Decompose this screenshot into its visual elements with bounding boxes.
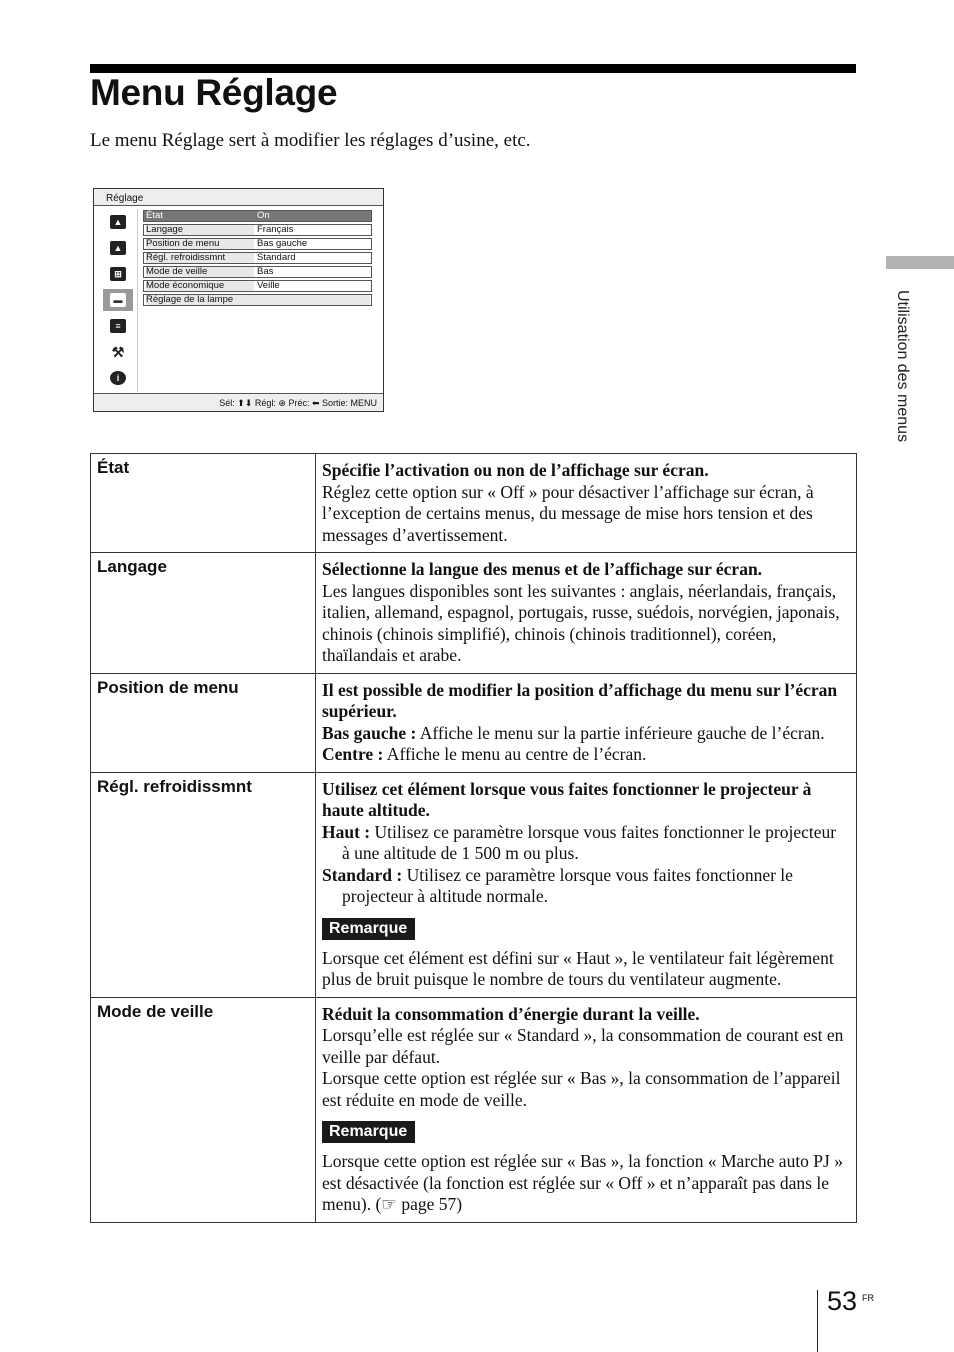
table-row bbox=[91, 673, 857, 772]
page-number: 53 bbox=[827, 1286, 858, 1316]
description-cell bbox=[316, 997, 857, 1222]
function-icon: ≡ bbox=[103, 315, 133, 337]
option-item: Standard : Utilisez ce paramètre lorsque vous faites fonctionner le projecteur à altitude normale. bbox=[322, 864, 793, 906]
osd-row-refroid: Régl. refroidissmnt Standard bbox=[143, 252, 372, 264]
settings-table bbox=[90, 453, 857, 1223]
table-row bbox=[91, 454, 857, 553]
osd-row-etat: État On bbox=[143, 210, 372, 222]
option-item: Centre : Affiche le menu au centre de l’écran. bbox=[322, 744, 647, 764]
screen-icon: ⊞ bbox=[103, 263, 133, 285]
note-text: Lorsque cette option est réglée sur « Bas », la fonction « Marche auto PJ » est désactivée (la fonction est réglée sur « Off » et n’apparaît pas dans le menu). (☞ page 57) bbox=[322, 1151, 843, 1214]
term-cell: Mode de veille bbox=[91, 997, 316, 1222]
note-badge: Remarque bbox=[322, 918, 415, 940]
term-cell: Régl. refroidissmnt bbox=[91, 772, 316, 997]
osd-title: Réglage bbox=[106, 193, 144, 204]
advanced-picture-icon: ▲ bbox=[103, 237, 133, 259]
option-item: Bas gauche : Affiche le menu sur la partie inférieure gauche de l’écran. bbox=[322, 722, 825, 743]
intro-text: Le menu Réglage sert à modifier les réglages d’usine, etc. bbox=[90, 130, 531, 151]
info-icon: i bbox=[103, 367, 133, 389]
description-cell bbox=[316, 553, 857, 674]
osd-row-eco: Mode économique Veille bbox=[143, 280, 372, 292]
description-body: Les langues disponibles sont les suivantes : anglais, néerlandais, français, italien, allemand, espagnol, portugais, russe, suédois, norvégien, japonais, chinois (chinois simplifié), chinois (chinois traditionnel), coréen, thaïlandais et arabe. bbox=[322, 580, 840, 665]
description-body: Lorsqu’elle est réglée sur « Standard », la consommation de courant est en veille par défaut. bbox=[322, 1025, 844, 1067]
description-cell bbox=[316, 673, 857, 772]
description-heading: Utilisez cet élément lorsque vous faites fonctionner le projecteur à haute altitude. bbox=[322, 778, 812, 820]
table-row bbox=[91, 553, 857, 674]
description-heading: Réduit la consommation d’énergie durant la veille. bbox=[322, 1003, 700, 1024]
osd-row-langage: Langage Français bbox=[143, 224, 372, 236]
description-heading: Spécifie l’activation ou non de l’affichage sur écran. bbox=[322, 460, 709, 480]
osd-menu-screenshot bbox=[93, 188, 384, 412]
table-row bbox=[91, 997, 857, 1222]
page-number-rule bbox=[817, 1290, 818, 1352]
description-body: Réglez cette option sur « Off » pour désactiver l’affichage sur écran, à l’exception de certains menus, du message de mise hors tension et des messages d’avertissement. bbox=[322, 481, 814, 545]
toolbox-icon: ▬ bbox=[103, 289, 133, 311]
description-cell bbox=[316, 772, 857, 997]
picture-icon: ▲ bbox=[103, 211, 133, 233]
term-cell: Position de menu bbox=[91, 673, 316, 772]
description-heading: Sélectionne la langue des menus et de l’affichage sur écran. bbox=[322, 559, 763, 579]
table-row bbox=[91, 772, 857, 997]
section-tab-label: Utilisation des menus bbox=[894, 290, 911, 443]
term-cell: État bbox=[91, 454, 316, 553]
wrench-icon: ⚒ bbox=[111, 344, 125, 360]
note-text: Lorsque cet élément est défini sur « Haut », le ventilateur fait légèrement plus de bruit puisque le nombre de tours du ventilateur augmente. bbox=[322, 947, 834, 989]
osd-icon-column bbox=[97, 209, 138, 392]
osd-row-lampe: Réglage de la lampe bbox=[143, 294, 372, 306]
option-item: Haut : Utilisez ce paramètre lorsque vous faites fonctionner le projecteur à une altitude de 1 500 m ou plus. bbox=[322, 821, 837, 863]
term-cell: Langage bbox=[91, 553, 316, 674]
description-heading: Il est possible de modifier la position d’affichage du menu sur l’écran supérieur. bbox=[322, 679, 838, 721]
osd-row-veille: Mode de veille Bas bbox=[143, 266, 372, 278]
description-cell bbox=[316, 454, 857, 553]
osd-footer: Sél: ⬆⬇ Régl: ⊕ Préc: ⬅ Sortie: MENU bbox=[94, 393, 383, 411]
description-body: Lorsque cette option est réglée sur « Bas », la consommation de l’appareil est réduite en mode de veille. bbox=[322, 1068, 841, 1110]
note-badge: Remarque bbox=[322, 1121, 415, 1143]
page-title: Menu Réglage bbox=[90, 72, 338, 113]
section-tab-bar bbox=[886, 256, 954, 269]
page-language-code: FR bbox=[862, 1293, 874, 1303]
osd-row-position: Position de menu Bas gauche bbox=[143, 238, 372, 250]
